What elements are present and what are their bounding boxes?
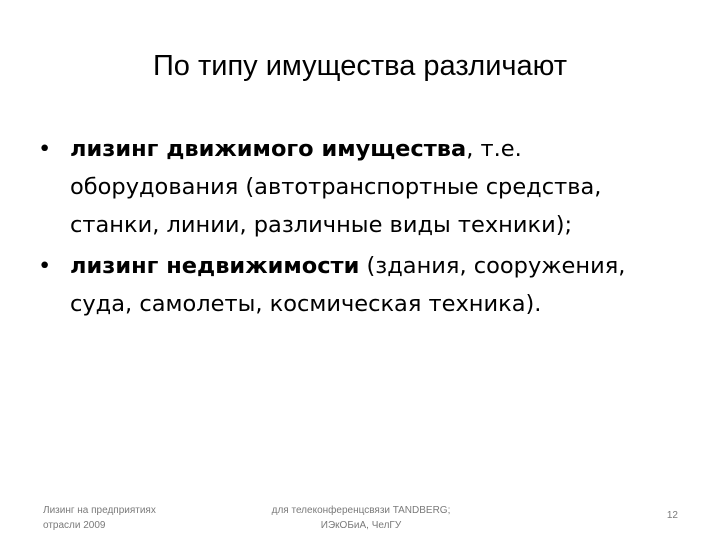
bullet-term: лизинг движимого имущества	[70, 136, 467, 162]
footer-left-line1: Лизинг на предприятиях	[43, 505, 156, 516]
footer-left-line2: отрасли 2009	[43, 520, 106, 531]
page-number: 12	[666, 510, 678, 521]
footer-left	[43, 503, 233, 533]
bullet-list	[36, 130, 686, 326]
footer-center-line2: ИЭкОБиА, ЧелГУ	[320, 520, 402, 531]
slide-title: По типу имущества различают	[152, 50, 568, 82]
bullet-text: , т.е. оборудования (автотранспортные средства, станки, линии, различные виды техники);	[70, 136, 602, 238]
bullet-marker: •	[38, 253, 52, 279]
bullet-term: лизинг недвижимости	[70, 253, 360, 279]
bullet-marker: •	[38, 136, 52, 162]
footer-center	[250, 503, 472, 533]
bullet-text: (здания, сооружения, суда, самолеты, космическая техника).	[70, 253, 626, 317]
bullet-item-movable-property	[36, 130, 686, 244]
footer-center-line1: для телеконференцсвязи TANDBERG;	[271, 505, 451, 516]
bullet-item-real-estate	[36, 247, 686, 323]
